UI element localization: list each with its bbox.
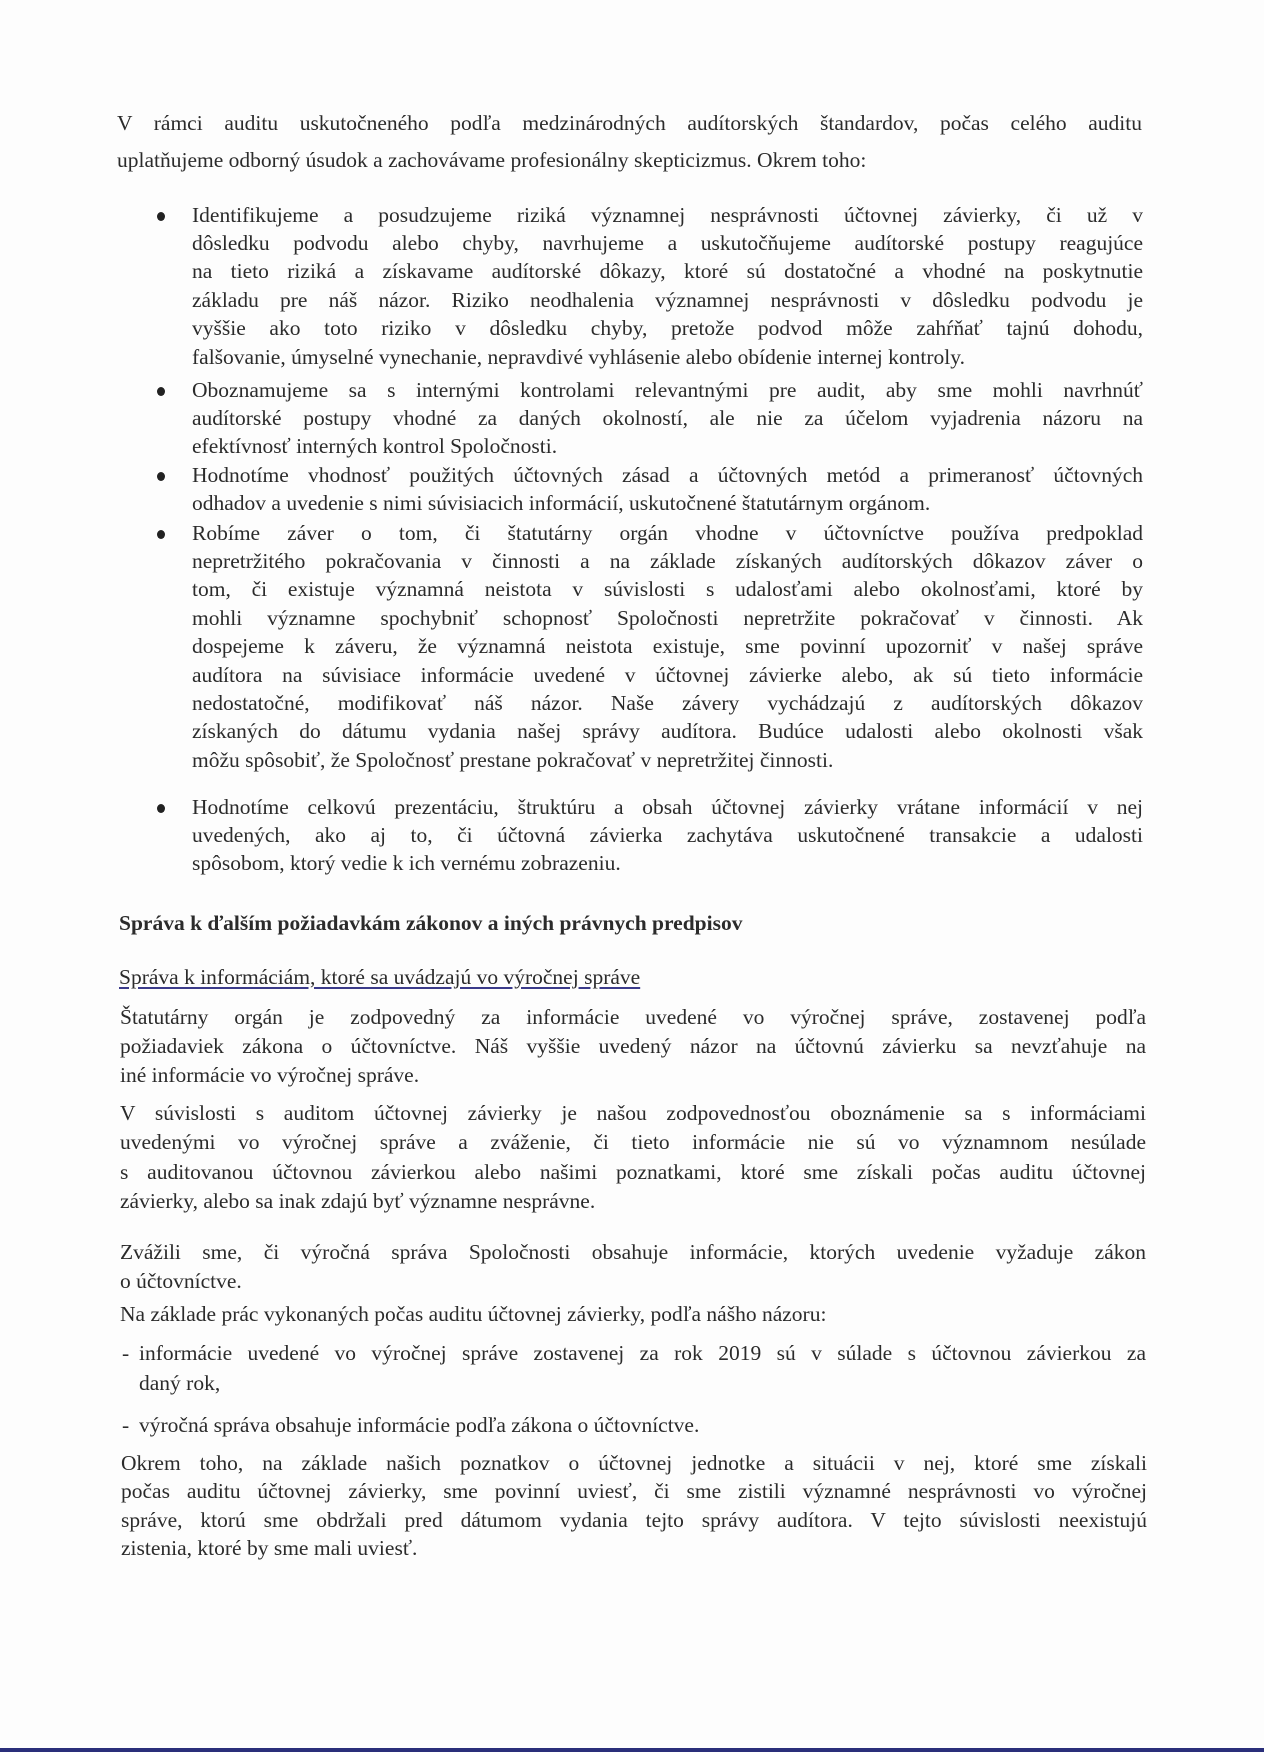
dash-item-line: daný rok, <box>139 1370 221 1395</box>
intro-line: V rámci auditu uskutočneného podľa medzinárodných audítorských štandardov, počas celého auditu <box>117 110 1142 135</box>
section-heading: Správa k ďalším požiadavkám zákonov a iných právnych predpisov <box>119 910 743 935</box>
paragraph-line: iné informácie vo výročnej správe. <box>120 1062 420 1087</box>
paragraph-line: správe, ktorú sme obdržali pred dátumom vydania tejto správy audítora. V tejto súvislosti neexistujú <box>121 1507 1147 1532</box>
bullet-item-line: Hodnotíme vhodnosť použitých účtovných zásad a účtovných metód a primeranosť účtovných <box>192 462 1143 487</box>
bullet-item-line: falšovanie, úmyselné vynechanie, nepravdivé vyhlásenie alebo obídenie internej kontroly. <box>192 344 965 369</box>
paragraph-line: požiadaviek zákona o účtovníctve. Náš vyššie uvedený názor na účtovnú závierku sa nevzťahuje na <box>120 1033 1146 1058</box>
bullet-item-line: na tieto riziká a získavame audítorské dôkazy, ktoré sú dostatočné a vhodné na poskytnutie <box>192 259 1143 284</box>
bullet-item-line: dôsledku podvodu alebo chyby, navrhujeme a uskutočňujeme audítorské postupy reagujúce <box>192 230 1143 255</box>
paragraph-line: s auditovanou účtovnou závierkou alebo našimi poznatkami, ktoré sme získali počas auditu účtovnej <box>120 1159 1146 1184</box>
paragraph-line: závierky, alebo sa inak zdajú byť významne nesprávne. <box>120 1189 596 1213</box>
paragraph-line: Štatutárny orgán je zodpovedný za informácie uvedené vo výročnej správe, zostavenej podľa <box>120 1004 1146 1029</box>
bullet-icon <box>157 387 165 396</box>
bullet-item-line: nepretržitého pokračovania v činnosti a na základe získaných audítorských dôkazov záver o <box>192 548 1143 573</box>
dash-marker: - <box>122 1340 130 1365</box>
paragraph-line: Okrem toho, na základe našich poznatkov o účtovnej jednotke a situácii v nej, ktoré sme získali <box>121 1450 1147 1475</box>
bullet-item-line: Robíme záver o tom, či štatutárny orgán vhodne v účtovníctve používa predpoklad <box>192 520 1143 545</box>
bullet-item-line: mohli významne spochybniť schopnosť Spoločnosti nepretržite pokračovať v činnosti. Ak <box>192 605 1143 630</box>
bullet-item-line: odhadov a uvedenie s nimi súvisiacich informácií, uskutočnené štatutárnym orgánom. <box>192 490 931 515</box>
bullet-item-line: uvedených, ako aj to, či účtovná závierka zachytáva uskutočnené transakcie a udalosti <box>192 822 1143 847</box>
bullet-icon <box>157 212 165 221</box>
paragraph-line: zistenia, ktoré by sme mali uviesť. <box>121 1536 418 1560</box>
scan-edge-line <box>0 1748 1264 1752</box>
bullet-item-line: Oboznamujeme sa s internými kontrolami relevantnými pre audit, aby sme mohli navrhnúť <box>192 377 1143 402</box>
bullet-item-line: tom, či existuje významná neistota v súvislosti s udalosťami alebo okolnosťami, ktoré by <box>192 577 1143 602</box>
paragraph-line: o účtovníctve. <box>120 1268 242 1293</box>
bullet-item-line: vyššie ako toto riziko v dôsledku chyby, pretože podvod môže zahŕňať tajnú dohodu, <box>192 316 1143 341</box>
dash-marker: - <box>122 1412 130 1437</box>
bullet-item-line: môžu spôsobiť, že Spoločnosť prestane pokračovať v nepretržitej činnosti. <box>192 747 834 772</box>
paragraph-line: počas auditu účtovnej závierky, sme povinní uviesť, či sme zistili významné nesprávnosti vo výročnej <box>121 1479 1147 1503</box>
dash-item-line: informácie uvedené vo výročnej správe zostavenej za rok 2019 sú v súlade s účtovnou závierkou za <box>139 1340 1146 1365</box>
bullet-item-line: základu pre náš názor. Riziko neodhalenia významnej nesprávnosti v dôsledku podvodu je <box>192 287 1143 312</box>
bullet-icon <box>157 472 165 481</box>
paragraph-line: V súvislosti s auditom účtovnej závierky je našou zodpovednosťou oboznámenie sa s informáciami <box>120 1100 1146 1125</box>
paragraph-line: uvedenými vo výročnej správe a zváženie, či tieto informácie nie sú vo významnom nesúlade <box>120 1130 1146 1154</box>
section-subheading: Správa k informáciám, ktoré sa uvádzajú vo výročnej správe <box>119 964 641 989</box>
bullet-item-line: Identifikujeme a posudzujeme riziká významnej nesprávnosti účtovnej závierky, či už v <box>192 202 1143 227</box>
paragraph-line: Na základe prác vykonaných počas auditu účtovnej závierky, podľa nášho názoru: <box>120 1301 827 1326</box>
bullet-item-line: nedostatočné, modifikovať náš názor. Naše závery vychádzajú z audítorských dôkazov <box>192 690 1143 715</box>
bullet-icon <box>157 804 165 813</box>
paragraph-line: Zvážili sme, či výročná správa Spoločnosti obsahuje informácie, ktorých uvedenie vyžaduje zákon <box>120 1239 1146 1264</box>
bullet-item-line: efektívnosť interných kontrol Spoločnosti. <box>192 434 558 459</box>
bullet-item-line: dospejeme k záveru, že významná neistota existuje, sme povinní upozorniť v našej správe <box>192 634 1143 659</box>
bullet-item-line: audítorské postupy vhodné za daných okolností, ale nie za účelom vyjadrenia názoru na <box>192 405 1143 430</box>
bullet-item-line: spôsobom, ktorý vedie k ich vernému zobrazeniu. <box>192 851 621 876</box>
intro-line: uplatňujeme odborný úsudok a zachovávame profesionálny skepticizmus. Okrem toho: <box>117 147 867 172</box>
bullet-icon <box>157 530 165 539</box>
bullet-item-line: získaných do dátumu vydania našej správy audítora. Budúce udalosti alebo okolnosti však <box>192 719 1143 744</box>
bullet-item-line: audítora na súvisiace informácie uvedené v účtovnej závierke alebo, ak sú tieto informácie <box>192 662 1143 687</box>
dash-item-line: výročná správa obsahuje informácie podľa zákona o účtovníctve. <box>139 1412 700 1437</box>
bullet-item-line: Hodnotíme celkovú prezentáciu, štruktúru a obsah účtovnej závierky vrátane informácií v nej <box>192 794 1143 819</box>
